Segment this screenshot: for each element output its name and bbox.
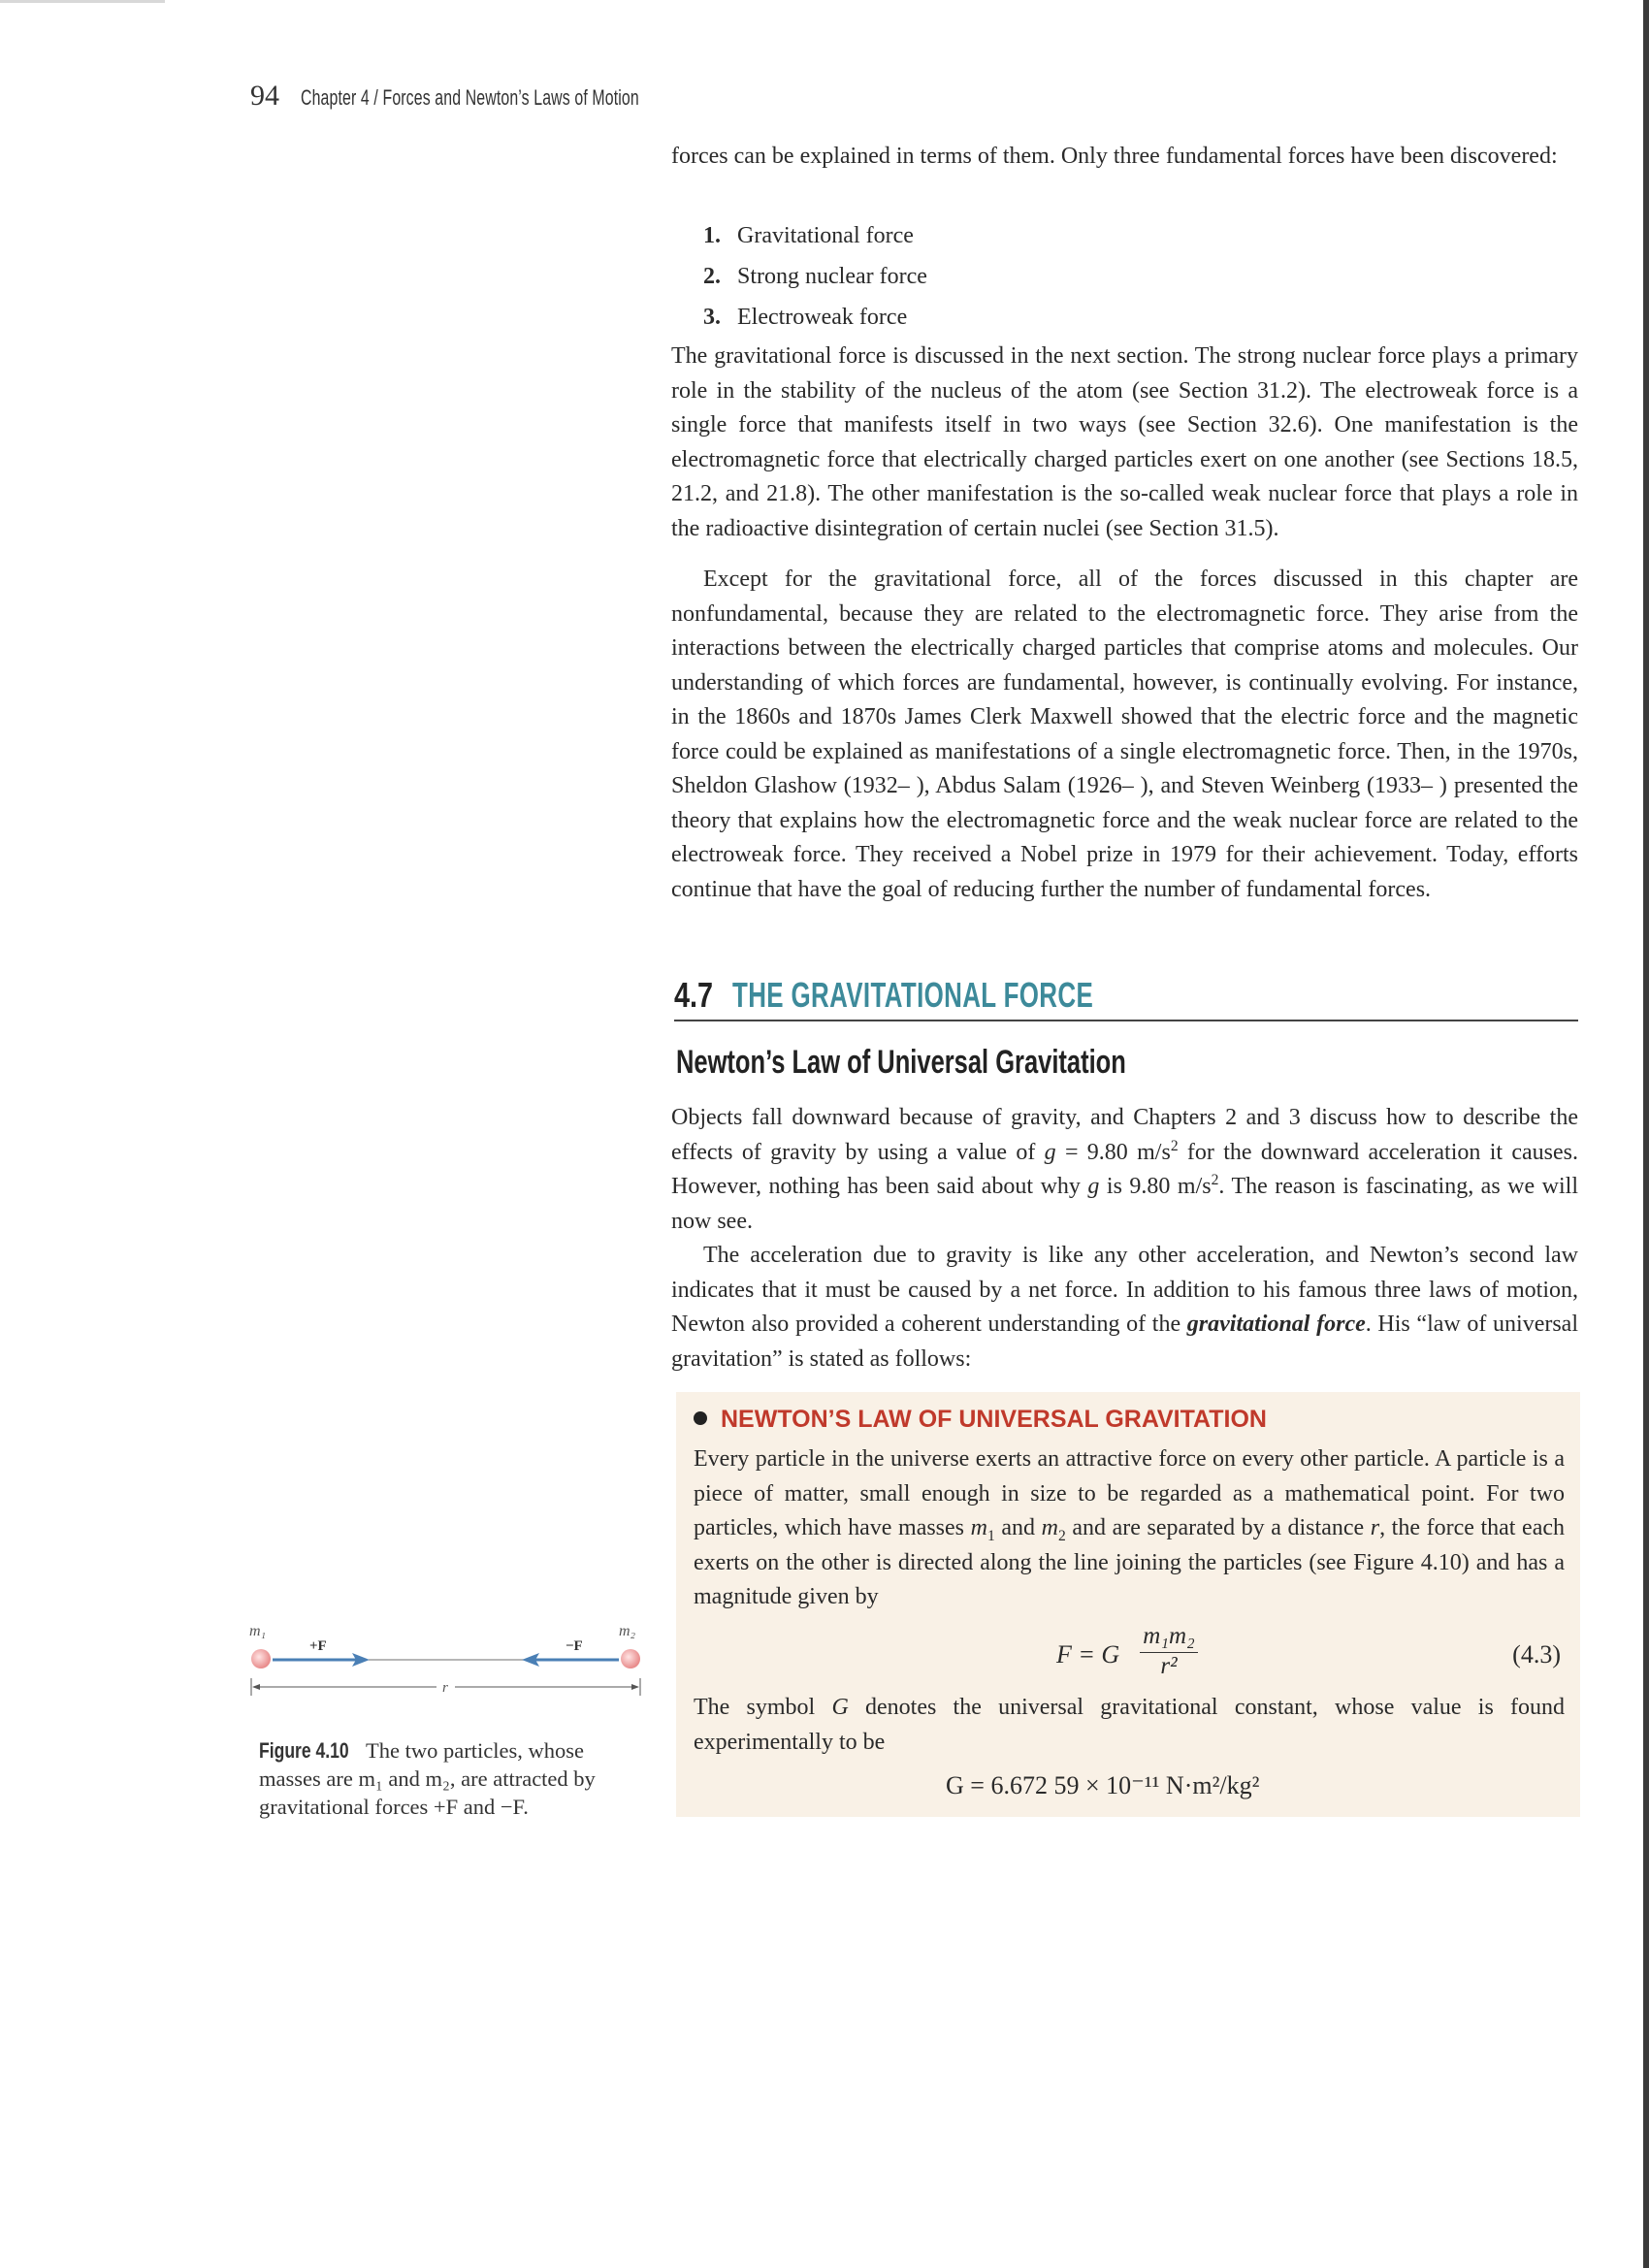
list-label: Gravitational force [737,223,914,248]
intro-paragraph-top: forces can be explained in terms of them. Only three fundamental forces have been discovered: [671,144,1558,169]
law-statement: Every particle in the universe exerts an attractive force on every other particle. A particle is a piece of matter, small enough in size to be regarded as a mathematical point. For two particles, which have masses $m_1$ and $m_2$ and are separated by a distance r, the force that each exerts on the other is directed along the line joining the particles (see Figure 4.10) and has a magnitude given by [694,1446,1566,1609]
section-number: 4.7 [674,975,714,1015]
fraction-denominator: r² [1160,1653,1178,1679]
list-number: 3. [703,305,721,330]
list-number: 1. [703,223,721,248]
list-label: Electroweak force [737,305,908,330]
equation-lhs: F = G [1056,1640,1120,1669]
equation-fraction [1140,1623,1198,1680]
gravitational-constant-value: G = 6.672 59 × 10⁻¹¹ N·m²/kg² [946,1771,1260,1799]
section-title: THE GRAVITATIONAL FORCE [732,975,1094,1015]
equation-number: (4.3) [1512,1640,1561,1669]
fundamental-forces-list [703,215,927,338]
bullet-icon [694,1411,707,1425]
list-item [703,256,927,297]
fraction-numerator: m₁m₂ [1140,1623,1198,1653]
section-heading [674,975,1578,1021]
key-term: gravitational force [1186,1312,1366,1337]
section-rule [674,1020,1578,1021]
running-title: Chapter 4 / Forces and Newton’s Laws of Motion [301,85,639,110]
particle-m2 [621,1649,640,1669]
constant-description: The symbol G denotes the universal gravitational constant, whose value is found experimentally to be [694,1695,1566,1755]
list-label: Strong nuclear force [737,264,927,289]
figure-4-10 [247,1618,645,1730]
equation-4-3 [676,1623,1580,1681]
force-minus-label: −F [566,1638,583,1654]
paragraph-gravity-intro: Objects fall downward because of gravity, and Chapters 2 and 3 discuss how to describe the effects of gravity by using a value of g = 9.80 $m/s^2$ for the downward acceleration it causes. However, nothing has been said about why g is 9.80 $m/s^2$. The reason is fascinating, as we will now see. [671,1105,1578,1234]
particle-m1 [251,1649,271,1669]
list-number: 2. [703,264,721,289]
force-plus-label: +F [309,1638,327,1654]
list-item [703,215,927,256]
law-box-title: NEWTON’S LAW OF UNIVERSAL GRAVITATION [694,1406,1267,1434]
paragraph-fundamental-forces: The gravitational force is discussed in the next section. The strong nuclear force plays a primary role in the stability of the nucleus of the atom (see Section 31.2). The electroweak force is a single force that manifests itself in two ways (see Section 32.6). One manifestation is the electromagnetic force that electrically charged particles exert on one another (see Sections 18.5, 21.2, and 21.8). The other manifestation is the so-called weak nuclear force that plays a role in the radioactive disintegration of certain nuclei (see Section 31.5). [671,343,1578,541]
subsection-heading: Newton’s Law of Universal Gravitation [676,1044,1126,1081]
figure-caption-text: The two particles, whose masses are m₁ and m₂, are attracted by gravitational forces +F and −F. [259,1738,596,1819]
law-callout-box [676,1392,1580,1817]
two-particle-diagram [247,1618,645,1725]
figure-caption [259,1736,645,1821]
m1-label: m₁ [249,1623,267,1639]
figure-label: Figure 4.10 [259,1738,349,1763]
distance-label: r [442,1680,448,1696]
m2-label: m₂ [619,1623,636,1639]
running-header [250,80,770,113]
scan-edge-mark [0,0,165,3]
page-number: 94 [250,80,279,112]
list-item [703,297,927,338]
page-edge-shadow [1643,0,1649,2268]
paragraph-universal-gravitation: The acceleration due to gravity is like any other acceleration, and Newton’s second law indicates that it must be caused by a net force. In addition to his famous three laws of motion, Newton also provided a coherent understanding of the gravitational force. His “law of universal gravitation” is stated as follows: [671,1243,1579,1372]
paragraph-nonfundamental-forces: Except for the gravitational force, all of the forces discussed in this chapter are nonfundamental, because they are related to the electromagnetic force. They arise from the interactions between the electrically charged particles that comprise atoms and molecules. Our understanding of which forces are fundamental, however, is continually evolving. For instance, in the 1860s and 1870s James Clerk Maxwell showed that the electric force and the magnetic force could be explained as manifestations of a single electromagnetic force. Then, in the 1970s, Sheldon Glashow (1932– ), Abdus Salam (1926– ), and Steven Weinberg (1933– ) presented the theory that explains how the electromagnetic force and the weak nuclear force are related to the electroweak force. They received a Nobel prize in 1979 for their achievement. Today, efforts continue that have the goal of reducing further the number of fundamental forces. [671,567,1578,902]
